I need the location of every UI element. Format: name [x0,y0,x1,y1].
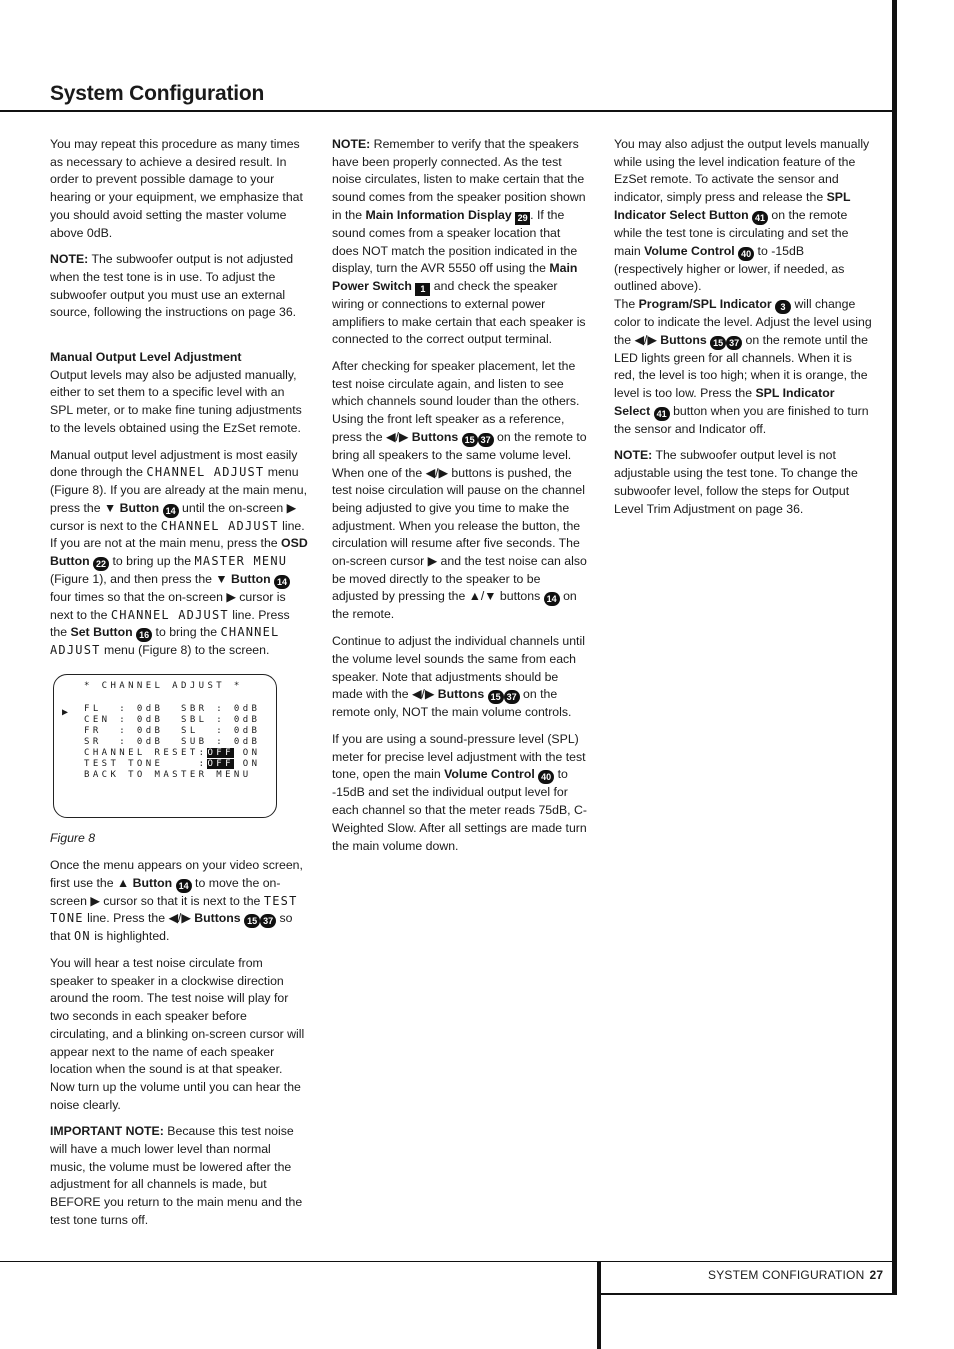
paragraph: Continue to adjust the individual channels until the volume level sounds the same from each speaker. Note that adjustments should be made with the ◀/▶ Buttons 15 37 on the remote only, NOT the main volume controls. [332,634,585,720]
paragraph: You will hear a test noise circulate from speaker to speaker in a clockwise direction around the room. The test noise will play for two seconds in each speaker before circulating, and a blinking on-screen cursor will appear next to the name of each speaker location when the sound is at that speaker. Now turn up the volume until you can hear the noise clearly. [50,955,305,1112]
callout-number-icon: 37 [726,336,742,350]
osd-channel-adjust-screen [53,674,277,818]
callout-number-icon: 15 [488,690,504,704]
callout-number-icon: 15 [710,336,726,350]
page-footer [708,1268,883,1282]
osd-row: CEN : 0dB SBL : 0dB [84,715,261,726]
paragraph: You may repeat this procedure as many times as necessary to achieve a desired result. In order to prevent possible damage to your hearing or your equipment, we emphasize that you should avoid setting the master volume above 0dB. [50,137,303,240]
osd-title: * CHANNEL ADJUST * [84,681,243,692]
paragraph: Once the menu appears on your video screen, first use the ▲ Button 14 to move the on-screen ▶ cursor so that it is next to the TEST TONE line. Press the ◀/▶ Buttons 15 37 so that ON is highlighted. [50,857,303,944]
page-number: 27 [869,1268,884,1282]
callout-number-icon: 40 [538,770,554,784]
callout-number-icon: 41 [654,407,670,421]
important-note: IMPORTANT NOTE: Because this test noise will have a much lower level than normal music, the volume must be lowered after the adjustment for all channels is made, but BEFORE you return to the main menu and the test tone turns off. [50,1124,303,1227]
osd-row: FL : 0dB SBR : 0dB [84,704,261,715]
footer-rule [0,1261,897,1262]
footer-vertical-bar [597,1262,601,1349]
paragraph: Manual output level adjustment is most easily done through the CHANNEL ADJUST menu (Figure 8). If you are already at the main menu, press the ▼ Button 14 until the on-screen ▶ cursor is next to the CHANNEL ADJUST line. If you are not at the main menu, press the OSD Button 22 to bring up the MASTER MENU (Figure 1), and then press the ▼ Button 14 four times so that the on-screen ▶ cursor is next to the CHANNEL ADJUST line. Press the Set Button 16 to bring the CHANNEL ADJUST menu (Figure 8) to the screen. [50,447,308,658]
callout-number-icon: 14 [163,504,179,518]
osd-cursor-icon: ▶ [62,707,69,719]
column-2 [332,136,590,864]
callout-number-icon: 14 [544,592,560,606]
right-border-bar [892,0,897,1294]
callout-number-icon: 37 [260,914,276,928]
osd-row-channel-reset: CHANNEL RESET:OFF ON [84,748,261,759]
callout-square-icon: 29 [515,212,530,225]
footer-line [601,1293,897,1295]
note-paragraph: NOTE: The subwoofer output is not adjusted when the test tone is in use. To adjust the subwoofer output you must use an external source, following the instructions on page 36. [50,252,297,320]
figure-caption: Figure 8 [50,831,96,846]
osd-row: BACK TO MASTER MENU [84,770,252,781]
callout-number-icon: 15 [462,433,478,447]
section-heading: Manual Output Level Adjustment [50,350,242,365]
osd-row: SR : 0dB SUB : 0dB [84,737,261,748]
callout-number-icon: 37 [478,433,494,447]
callout-number-icon: 14 [176,879,192,893]
title-rule [0,110,897,112]
footer-section: SYSTEM CONFIGURATION [708,1268,865,1282]
note-paragraph: NOTE: The subwoofer output level is not adjustable using the test tone. To change the subwoofer level, follow the steps for Output Level Trim Adjustment on page 36. [614,448,858,516]
callout-number-icon: 22 [93,557,109,571]
osd-row: FR : 0dB SL : 0dB [84,726,261,737]
callout-number-icon: 15 [244,914,260,928]
callout-number-icon: 3 [775,300,791,314]
paragraph: If you are using a sound-pressure level (SPL) meter for precise level adjustment with the test tone, open the main Volume Control 40 to -15dB and set the individual output level for each channel so that the meter reads 75dB, C-Weighted Slow. After all settings are made turn the main volume down. [332,731,587,853]
callout-number-icon: 14 [274,575,290,589]
callout-square-icon: 1 [415,283,430,296]
callout-number-icon: 40 [738,247,754,261]
paragraph: After checking for speaker placement, let the test noise circulate again, and listen to see which channels sound louder than the others. Using the front left speaker as a reference, press the ◀/▶ Buttons 15 37 on the remote to bring all speakers to the same volume level. When one of the ◀/▶ buttons is pushed, the test noise circulation will pause on the channel being adjusted to give you time to make the adjustment. When you release the button, the circulation will resume after five seconds. The on-screen cursor ▶ and the test noise can also be moved directly to the speaker to be adjusted by pressing the ▲/▼ buttons 14 on the remote. [332,359,587,622]
callout-number-icon: 37 [504,690,520,704]
note-paragraph: NOTE: Remember to verify that the speakers have been properly connected. As the test noise circulates, listen to make certain that the sound comes from the speaker position shown in the Main Information Display 29 . If the sound comes from a speaker location that does NOT match the position indicated in the display, turn the AVR 5550 off using the Main Power Switch 1 and check the speaker wiring or connections to external power amplifiers to make certain that each speaker is connected to the correct output terminal. [332,137,586,347]
callout-number-icon: 41 [752,211,768,225]
paragraph: You may also adjust the output levels manually while using the level indication feature of the EzSet remote. To activate the sensor and indicator, simply press and release the SPL Indicator Select Button 41 on the remote while the test tone is circulating and set the main Volume Control 40 to -15dB (respectively higher or lower, if needed, as outlined above). The Program/SPL Indicator 3 will change color to indicate the level. Adjust the level using the ◀/▶ Buttons 15 37 on the remote until the LED lights green for all channels. When it is red, the level is too high; when it is orange, the level is too low. Press the SPL Indicator Select 41 button when you are finished to turn the sensor and Indicator off. [614,137,872,436]
callout-number-icon: 16 [136,628,152,642]
paragraph: Output levels may also be adjusted manually, either to set them to a specific level with an SPL meter, or to make fine tuning adjustments to the levels obtained using the EzSet remote. [50,367,302,435]
osd-row-test-tone: TEST TONE :OFF ON [84,759,261,770]
column-3 [614,136,872,527]
column-1 [50,136,308,1239]
page-title: System Configuration [50,82,265,105]
